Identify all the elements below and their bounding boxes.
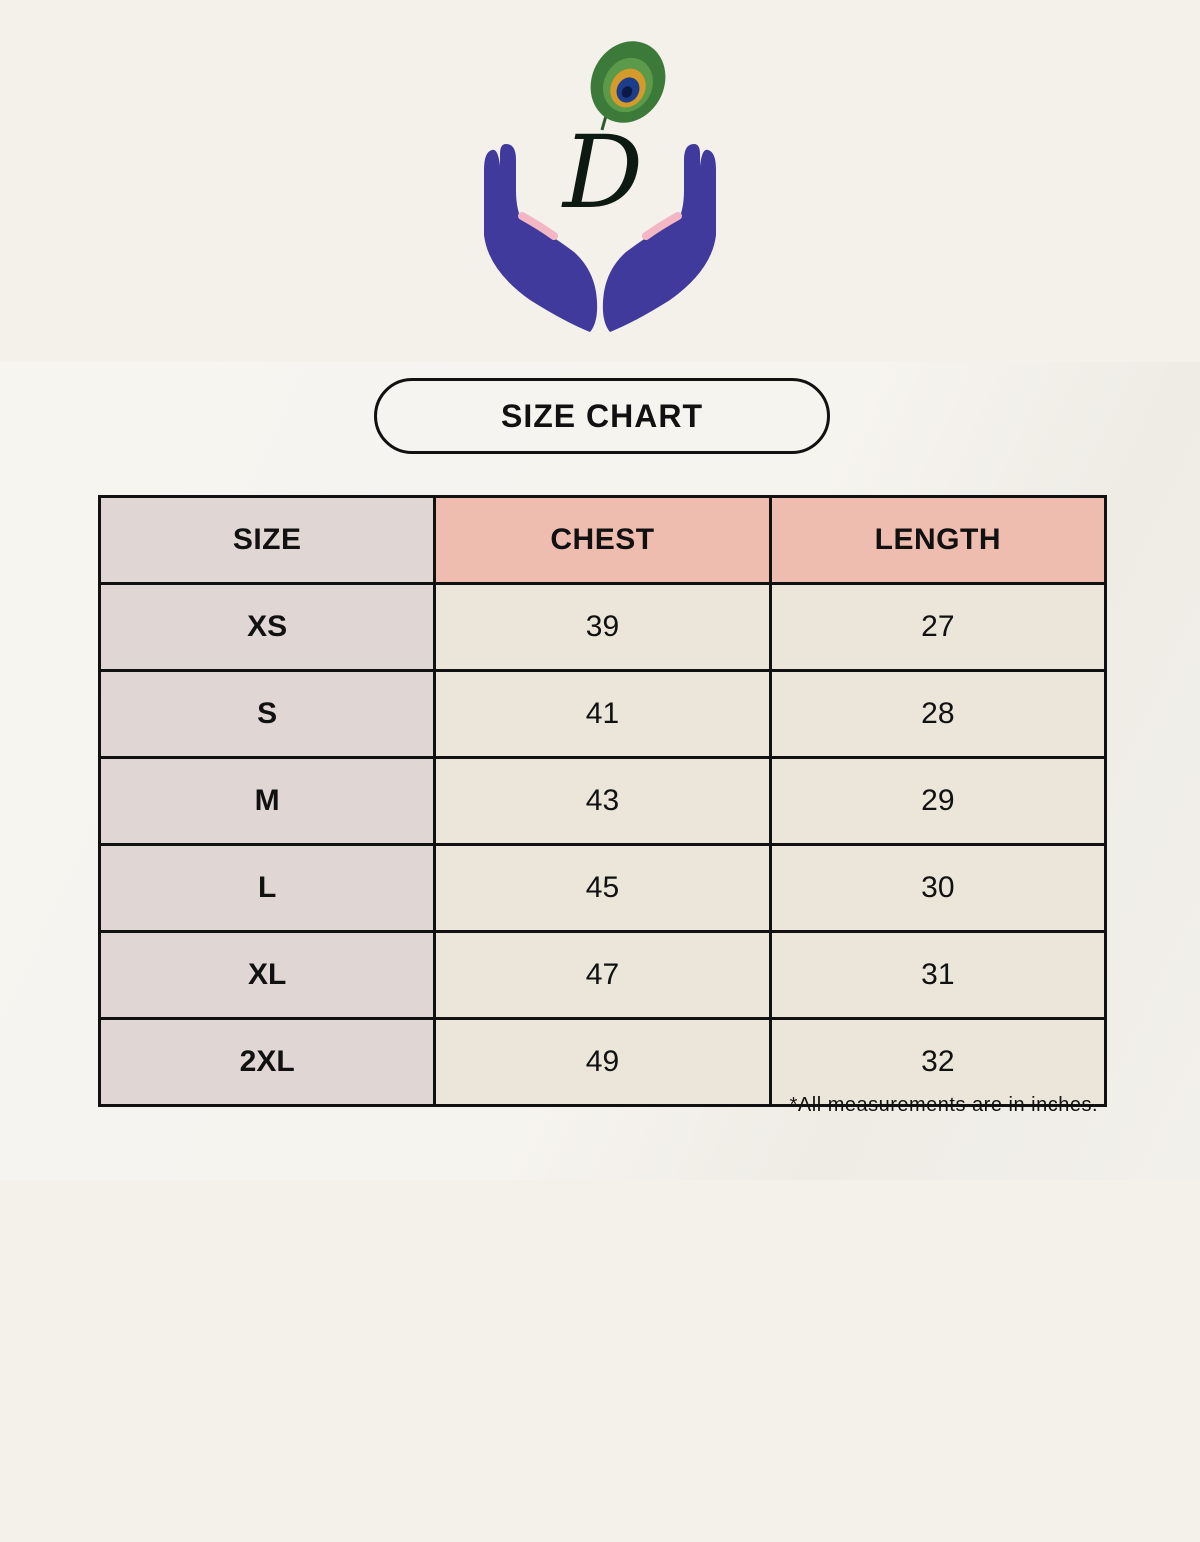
size-cell: M	[100, 758, 435, 845]
chest-cell: 47	[435, 932, 770, 1019]
chest-cell: 41	[435, 671, 770, 758]
size-cell: XS	[100, 584, 435, 671]
chest-cell: 39	[435, 584, 770, 671]
chest-cell: 43	[435, 758, 770, 845]
table-row	[100, 932, 1106, 1019]
table-header-row	[100, 497, 1106, 584]
length-cell: 29	[770, 758, 1105, 845]
length-cell: 28	[770, 671, 1105, 758]
length-cell: 31	[770, 932, 1105, 1019]
table-row	[100, 845, 1106, 932]
logo-letter: D	[562, 114, 644, 231]
page-title: SIZE CHART	[374, 378, 830, 454]
length-cell: 30	[770, 845, 1105, 932]
table-row	[100, 758, 1106, 845]
chest-cell: 49	[435, 1019, 770, 1106]
length-cell: 27	[770, 584, 1105, 671]
header-chest: CHEST	[435, 497, 770, 584]
table-row	[100, 584, 1106, 671]
size-cell: 2XL	[100, 1019, 435, 1106]
header-size: SIZE	[100, 497, 435, 584]
size-chart-table	[98, 495, 1107, 1107]
table-row	[100, 1019, 1106, 1106]
size-cell: XL	[100, 932, 435, 1019]
chest-cell: 45	[435, 845, 770, 932]
measurement-note: *All measurements are in inches.	[789, 1094, 1098, 1116]
length-cell: 32	[770, 1019, 1105, 1106]
header-length: LENGTH	[770, 497, 1105, 584]
table-row	[100, 671, 1106, 758]
size-cell: L	[100, 845, 435, 932]
size-cell: S	[100, 671, 435, 758]
